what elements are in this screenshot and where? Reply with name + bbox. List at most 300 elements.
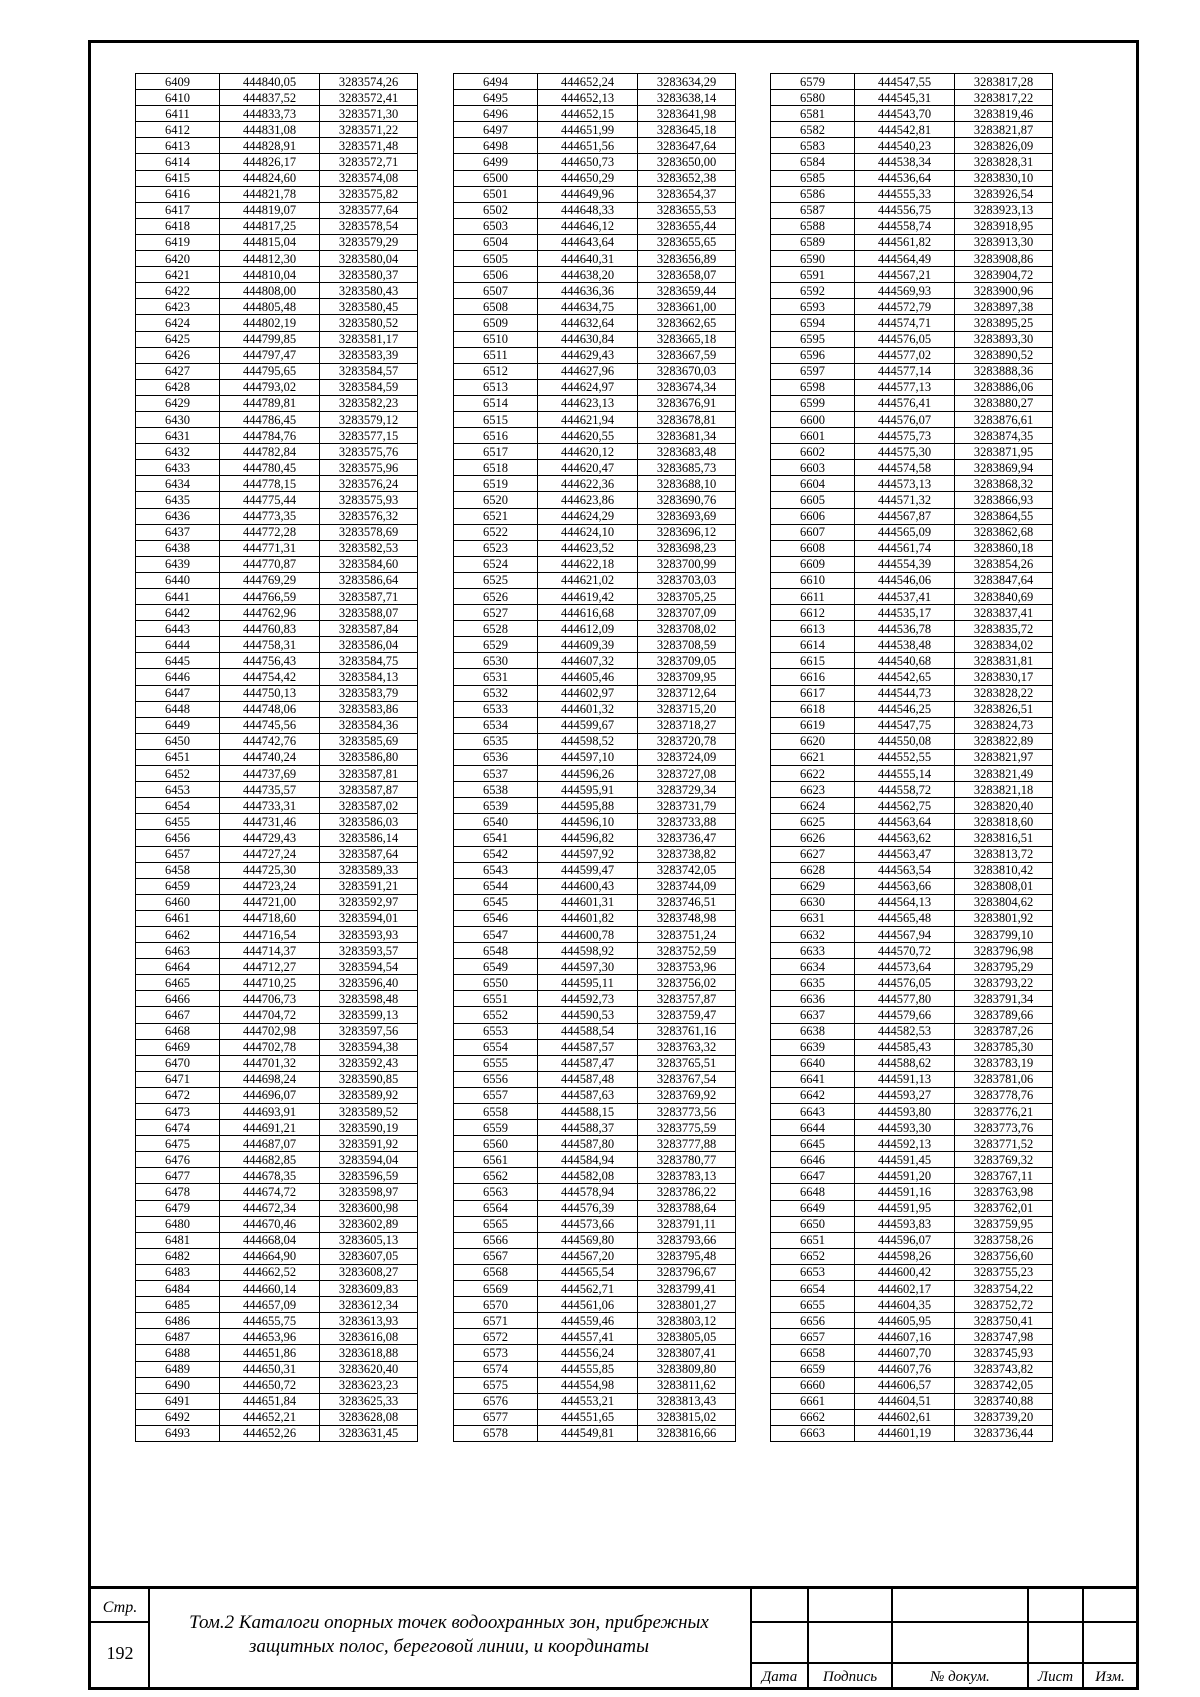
y-coordinate: 3283577,64 [320, 202, 418, 218]
table-row [771, 476, 1053, 492]
table-row [136, 202, 418, 218]
table-row [454, 1200, 736, 1216]
table-row [454, 733, 736, 749]
x-coordinate: 444670,46 [220, 1216, 320, 1232]
y-coordinate: 3283707,09 [638, 605, 736, 621]
x-coordinate: 444622,18 [538, 556, 638, 572]
table-row [136, 1007, 418, 1023]
table-row [136, 1104, 418, 1120]
y-coordinate: 3283705,25 [638, 589, 736, 605]
y-coordinate: 3283817,22 [955, 90, 1053, 106]
table-row [771, 492, 1053, 508]
point-number: 6649 [771, 1200, 855, 1216]
point-number: 6626 [771, 830, 855, 846]
table-row [771, 814, 1053, 830]
x-coordinate: 444723,24 [220, 878, 320, 894]
table-row [136, 267, 418, 283]
table-row [771, 1313, 1053, 1329]
x-coordinate: 444646,12 [538, 218, 638, 234]
x-coordinate: 444662,52 [220, 1264, 320, 1280]
y-coordinate: 3283727,08 [638, 766, 736, 782]
y-coordinate: 3283578,54 [320, 218, 418, 234]
point-number: 6605 [771, 492, 855, 508]
y-coordinate: 3283575,96 [320, 460, 418, 476]
x-coordinate: 444826,17 [220, 154, 320, 170]
point-number: 6416 [136, 186, 220, 202]
y-coordinate: 3283589,52 [320, 1104, 418, 1120]
x-coordinate: 444609,39 [538, 637, 638, 653]
point-number: 6638 [771, 1023, 855, 1039]
point-number: 6484 [136, 1281, 220, 1297]
table-row [136, 1425, 418, 1441]
x-coordinate: 444624,97 [538, 379, 638, 395]
header-change: Изм. [1095, 1669, 1125, 1685]
point-number: 6551 [454, 991, 538, 1007]
y-coordinate: 3283769,32 [955, 1152, 1053, 1168]
y-coordinate: 3283837,41 [955, 605, 1053, 621]
table-row [771, 411, 1053, 427]
point-number: 6660 [771, 1377, 855, 1393]
y-coordinate: 3283818,60 [955, 814, 1053, 830]
table-row [771, 1297, 1053, 1313]
x-coordinate: 444668,04 [220, 1232, 320, 1248]
x-coordinate: 444584,94 [538, 1152, 638, 1168]
y-coordinate: 3283813,72 [955, 846, 1053, 862]
table-row [136, 363, 418, 379]
y-coordinate: 3283769,92 [638, 1087, 736, 1103]
y-coordinate: 3283612,34 [320, 1297, 418, 1313]
x-coordinate: 444577,14 [855, 363, 955, 379]
y-coordinate: 3283763,98 [955, 1184, 1053, 1200]
point-number: 6499 [454, 154, 538, 170]
table-row [136, 234, 418, 250]
y-coordinate: 3283786,22 [638, 1184, 736, 1200]
point-number: 6445 [136, 653, 220, 669]
table-row [136, 733, 418, 749]
y-coordinate: 3283908,86 [955, 251, 1053, 267]
x-coordinate: 444737,69 [220, 766, 320, 782]
point-number: 6546 [454, 910, 538, 926]
point-number: 6413 [136, 138, 220, 154]
y-coordinate: 3283789,66 [955, 1007, 1053, 1023]
x-coordinate: 444607,70 [855, 1345, 955, 1361]
table-row [454, 862, 736, 878]
point-number: 6523 [454, 540, 538, 556]
table-row [136, 572, 418, 588]
table-row [771, 685, 1053, 701]
table-row [454, 154, 736, 170]
table-row [454, 878, 736, 894]
point-number: 6592 [771, 283, 855, 299]
point-number: 6527 [454, 605, 538, 621]
table-row [771, 1393, 1053, 1409]
y-coordinate: 3283584,59 [320, 379, 418, 395]
y-coordinate: 3283594,04 [320, 1152, 418, 1168]
coordinate-table-3 [770, 73, 1053, 1442]
table-row [136, 251, 418, 267]
x-coordinate: 444742,76 [220, 733, 320, 749]
y-coordinate: 3283752,59 [638, 943, 736, 959]
y-coordinate: 3283748,98 [638, 910, 736, 926]
y-coordinate: 3283709,95 [638, 669, 736, 685]
x-coordinate: 444576,05 [855, 975, 955, 991]
y-coordinate: 3283828,22 [955, 685, 1053, 701]
y-coordinate: 3283641,98 [638, 106, 736, 122]
table-row [136, 411, 418, 427]
y-coordinate: 3283751,24 [638, 926, 736, 942]
x-coordinate: 444651,56 [538, 138, 638, 154]
x-coordinate: 444549,81 [538, 1425, 638, 1441]
x-coordinate: 444542,65 [855, 669, 955, 685]
table-row [771, 1377, 1053, 1393]
point-number: 6481 [136, 1232, 220, 1248]
table-row [454, 1297, 736, 1313]
table-row [771, 508, 1053, 524]
point-number: 6558 [454, 1104, 538, 1120]
x-coordinate: 444727,24 [220, 846, 320, 862]
point-number: 6620 [771, 733, 855, 749]
x-coordinate: 444543,70 [855, 106, 955, 122]
point-number: 6512 [454, 363, 538, 379]
point-number: 6609 [771, 556, 855, 572]
y-coordinate: 3283880,27 [955, 395, 1053, 411]
table-row [454, 186, 736, 202]
table-row [771, 524, 1053, 540]
table-row [136, 444, 418, 460]
y-coordinate: 3283674,34 [638, 379, 736, 395]
point-number: 6642 [771, 1087, 855, 1103]
y-coordinate: 3283720,78 [638, 733, 736, 749]
y-coordinate: 3283625,33 [320, 1393, 418, 1409]
y-coordinate: 3283587,02 [320, 798, 418, 814]
x-coordinate: 444773,35 [220, 508, 320, 524]
table-row [136, 1216, 418, 1232]
table-row [771, 1120, 1053, 1136]
table-row [771, 1184, 1053, 1200]
table-row [771, 926, 1053, 942]
point-number: 6434 [136, 476, 220, 492]
point-number: 6493 [136, 1425, 220, 1441]
point-number: 6450 [136, 733, 220, 749]
point-number: 6644 [771, 1120, 855, 1136]
table-row [454, 894, 736, 910]
table-row [771, 556, 1053, 572]
point-number: 6483 [136, 1264, 220, 1280]
y-coordinate: 3283647,64 [638, 138, 736, 154]
x-coordinate: 444786,45 [220, 411, 320, 427]
x-coordinate: 444718,60 [220, 910, 320, 926]
x-coordinate: 444585,43 [855, 1039, 955, 1055]
x-coordinate: 444537,41 [855, 589, 955, 605]
y-coordinate: 3283681,34 [638, 428, 736, 444]
table-row [771, 878, 1053, 894]
point-number: 6441 [136, 589, 220, 605]
point-number: 6659 [771, 1361, 855, 1377]
table-row [136, 540, 418, 556]
x-coordinate: 444650,29 [538, 170, 638, 186]
y-coordinate: 3283828,31 [955, 154, 1053, 170]
point-number: 6593 [771, 299, 855, 315]
y-coordinate: 3283821,49 [955, 766, 1053, 782]
x-coordinate: 444602,61 [855, 1409, 955, 1425]
x-coordinate: 444600,42 [855, 1264, 955, 1280]
y-coordinate: 3283584,60 [320, 556, 418, 572]
y-coordinate: 3283652,38 [638, 170, 736, 186]
x-coordinate: 444840,05 [220, 74, 320, 90]
x-coordinate: 444555,85 [538, 1361, 638, 1377]
x-coordinate: 444565,09 [855, 524, 955, 540]
x-coordinate: 444621,94 [538, 411, 638, 427]
point-number: 6651 [771, 1232, 855, 1248]
point-number: 6595 [771, 331, 855, 347]
table-row [136, 1281, 418, 1297]
x-coordinate: 444756,43 [220, 653, 320, 669]
y-coordinate: 3283740,88 [955, 1393, 1053, 1409]
table-row [454, 749, 736, 765]
table-row [771, 669, 1053, 685]
x-coordinate: 444599,67 [538, 717, 638, 733]
y-coordinate: 3283747,98 [955, 1329, 1053, 1345]
x-coordinate: 444576,05 [855, 331, 955, 347]
point-number: 6645 [771, 1136, 855, 1152]
table-row [454, 637, 736, 653]
point-number: 6431 [136, 428, 220, 444]
y-coordinate: 3283655,65 [638, 234, 736, 250]
y-coordinate: 3283670,03 [638, 363, 736, 379]
x-coordinate: 444817,25 [220, 218, 320, 234]
point-number: 6580 [771, 90, 855, 106]
x-coordinate: 444598,26 [855, 1248, 955, 1264]
point-number: 6534 [454, 717, 538, 733]
point-number: 6468 [136, 1023, 220, 1039]
point-number: 6474 [136, 1120, 220, 1136]
y-coordinate: 3283575,82 [320, 186, 418, 202]
point-number: 6436 [136, 508, 220, 524]
table-row [136, 846, 418, 862]
point-number: 6448 [136, 701, 220, 717]
table-row [454, 251, 736, 267]
point-number: 6634 [771, 959, 855, 975]
point-number: 6452 [136, 766, 220, 782]
y-coordinate: 3283587,84 [320, 621, 418, 637]
point-number: 6449 [136, 717, 220, 733]
table-row [771, 1023, 1053, 1039]
point-number: 6584 [771, 154, 855, 170]
x-coordinate: 444704,72 [220, 1007, 320, 1023]
y-coordinate: 3283578,69 [320, 524, 418, 540]
x-coordinate: 444582,53 [855, 1023, 955, 1039]
x-coordinate: 444588,15 [538, 1104, 638, 1120]
x-coordinate: 444553,21 [538, 1393, 638, 1409]
y-coordinate: 3283776,21 [955, 1104, 1053, 1120]
x-coordinate: 444563,54 [855, 862, 955, 878]
y-coordinate: 3283904,72 [955, 267, 1053, 283]
y-coordinate: 3283650,00 [638, 154, 736, 170]
point-number: 6625 [771, 814, 855, 830]
table-row [454, 508, 736, 524]
y-coordinate: 3283623,23 [320, 1377, 418, 1393]
point-number: 6524 [454, 556, 538, 572]
point-number: 6480 [136, 1216, 220, 1232]
table-row [136, 395, 418, 411]
point-number: 6624 [771, 798, 855, 814]
y-coordinate: 3283589,33 [320, 862, 418, 878]
table-row [454, 90, 736, 106]
x-coordinate: 444565,48 [855, 910, 955, 926]
point-number: 6612 [771, 605, 855, 621]
point-number: 6424 [136, 315, 220, 331]
table-row [136, 428, 418, 444]
y-coordinate: 3283577,15 [320, 428, 418, 444]
table-row [454, 138, 736, 154]
y-coordinate: 3283703,03 [638, 572, 736, 588]
point-number: 6464 [136, 959, 220, 975]
table-row [136, 669, 418, 685]
x-coordinate: 444627,96 [538, 363, 638, 379]
x-coordinate: 444775,44 [220, 492, 320, 508]
y-coordinate: 3283811,62 [638, 1377, 736, 1393]
point-number: 6489 [136, 1361, 220, 1377]
table-row [454, 234, 736, 250]
table-row [771, 1152, 1053, 1168]
x-coordinate: 444780,45 [220, 460, 320, 476]
x-coordinate: 444616,68 [538, 605, 638, 621]
y-coordinate: 3283895,25 [955, 315, 1053, 331]
x-coordinate: 444588,37 [538, 1120, 638, 1136]
table-row [771, 1345, 1053, 1361]
table-row [771, 106, 1053, 122]
point-number: 6458 [136, 862, 220, 878]
table-row [771, 363, 1053, 379]
point-number: 6417 [136, 202, 220, 218]
x-coordinate: 444782,84 [220, 444, 320, 460]
x-coordinate: 444632,64 [538, 315, 638, 331]
point-number: 6438 [136, 540, 220, 556]
x-coordinate: 444784,76 [220, 428, 320, 444]
x-coordinate: 444587,48 [538, 1071, 638, 1087]
x-coordinate: 444569,93 [855, 283, 955, 299]
y-coordinate: 3283801,27 [638, 1297, 736, 1313]
x-coordinate: 444593,30 [855, 1120, 955, 1136]
y-coordinate: 3283778,76 [955, 1087, 1053, 1103]
x-coordinate: 444600,43 [538, 878, 638, 894]
x-coordinate: 444555,14 [855, 766, 955, 782]
y-coordinate: 3283586,03 [320, 814, 418, 830]
y-coordinate: 3283788,64 [638, 1200, 736, 1216]
point-number: 6454 [136, 798, 220, 814]
point-number: 6457 [136, 846, 220, 862]
point-number: 6511 [454, 347, 538, 363]
point-number: 6619 [771, 717, 855, 733]
y-coordinate: 3283805,05 [638, 1329, 736, 1345]
point-number: 6596 [771, 347, 855, 363]
point-number: 6411 [136, 106, 220, 122]
point-number: 6439 [136, 556, 220, 572]
y-coordinate: 3283587,81 [320, 766, 418, 782]
x-coordinate: 444598,92 [538, 943, 638, 959]
point-number: 6627 [771, 846, 855, 862]
table-row [771, 347, 1053, 363]
point-number: 6487 [136, 1329, 220, 1345]
x-coordinate: 444538,48 [855, 637, 955, 653]
x-coordinate: 444546,25 [855, 701, 955, 717]
table-row [771, 186, 1053, 202]
point-number: 6502 [454, 202, 538, 218]
x-coordinate: 444760,83 [220, 621, 320, 637]
x-coordinate: 444770,87 [220, 556, 320, 572]
x-coordinate: 444745,56 [220, 717, 320, 733]
table-row [454, 1087, 736, 1103]
point-number: 6465 [136, 975, 220, 991]
y-coordinate: 3283762,01 [955, 1200, 1053, 1216]
point-number: 6606 [771, 508, 855, 524]
table-row [771, 991, 1053, 1007]
point-number: 6656 [771, 1313, 855, 1329]
table-row [136, 1055, 418, 1071]
table-row [454, 267, 736, 283]
table-row [136, 218, 418, 234]
table-row [454, 1216, 736, 1232]
point-number: 6453 [136, 782, 220, 798]
point-number: 6541 [454, 830, 538, 846]
table-row [771, 1039, 1053, 1055]
table-row [454, 1264, 736, 1280]
x-coordinate: 444651,99 [538, 122, 638, 138]
point-number: 6631 [771, 910, 855, 926]
x-coordinate: 444552,55 [855, 749, 955, 765]
x-coordinate: 444638,20 [538, 267, 638, 283]
y-coordinate: 3283718,27 [638, 717, 736, 733]
y-coordinate: 3283869,94 [955, 460, 1053, 476]
x-coordinate: 444596,07 [855, 1232, 955, 1248]
x-coordinate: 444600,78 [538, 926, 638, 942]
x-coordinate: 444650,72 [220, 1377, 320, 1393]
point-number: 6550 [454, 975, 538, 991]
point-number: 6529 [454, 637, 538, 653]
x-coordinate: 444651,84 [220, 1393, 320, 1409]
x-coordinate: 444766,59 [220, 589, 320, 605]
table-row [136, 106, 418, 122]
point-number: 6610 [771, 572, 855, 588]
table-row [136, 878, 418, 894]
y-coordinate: 3283594,01 [320, 910, 418, 926]
x-coordinate: 444795,65 [220, 363, 320, 379]
table-row [136, 1152, 418, 1168]
x-coordinate: 444812,30 [220, 251, 320, 267]
x-coordinate: 444538,34 [855, 154, 955, 170]
point-number: 6655 [771, 1297, 855, 1313]
table-row [136, 1120, 418, 1136]
y-coordinate: 3283596,59 [320, 1168, 418, 1184]
point-number: 6467 [136, 1007, 220, 1023]
table-row [454, 1152, 736, 1168]
y-coordinate: 3283739,20 [955, 1409, 1053, 1425]
y-coordinate: 3283662,65 [638, 315, 736, 331]
point-number: 6585 [771, 170, 855, 186]
table-row [454, 830, 736, 846]
y-coordinate: 3283793,66 [638, 1232, 736, 1248]
y-coordinate: 3283613,93 [320, 1313, 418, 1329]
table-row [136, 74, 418, 90]
table-row [771, 1409, 1053, 1425]
point-number: 6616 [771, 669, 855, 685]
y-coordinate: 3283605,13 [320, 1232, 418, 1248]
point-number: 6637 [771, 1007, 855, 1023]
y-coordinate: 3283759,95 [955, 1216, 1053, 1232]
header-sheet: Лист [1037, 1669, 1074, 1685]
point-number: 6640 [771, 1055, 855, 1071]
table-row [771, 1055, 1053, 1071]
